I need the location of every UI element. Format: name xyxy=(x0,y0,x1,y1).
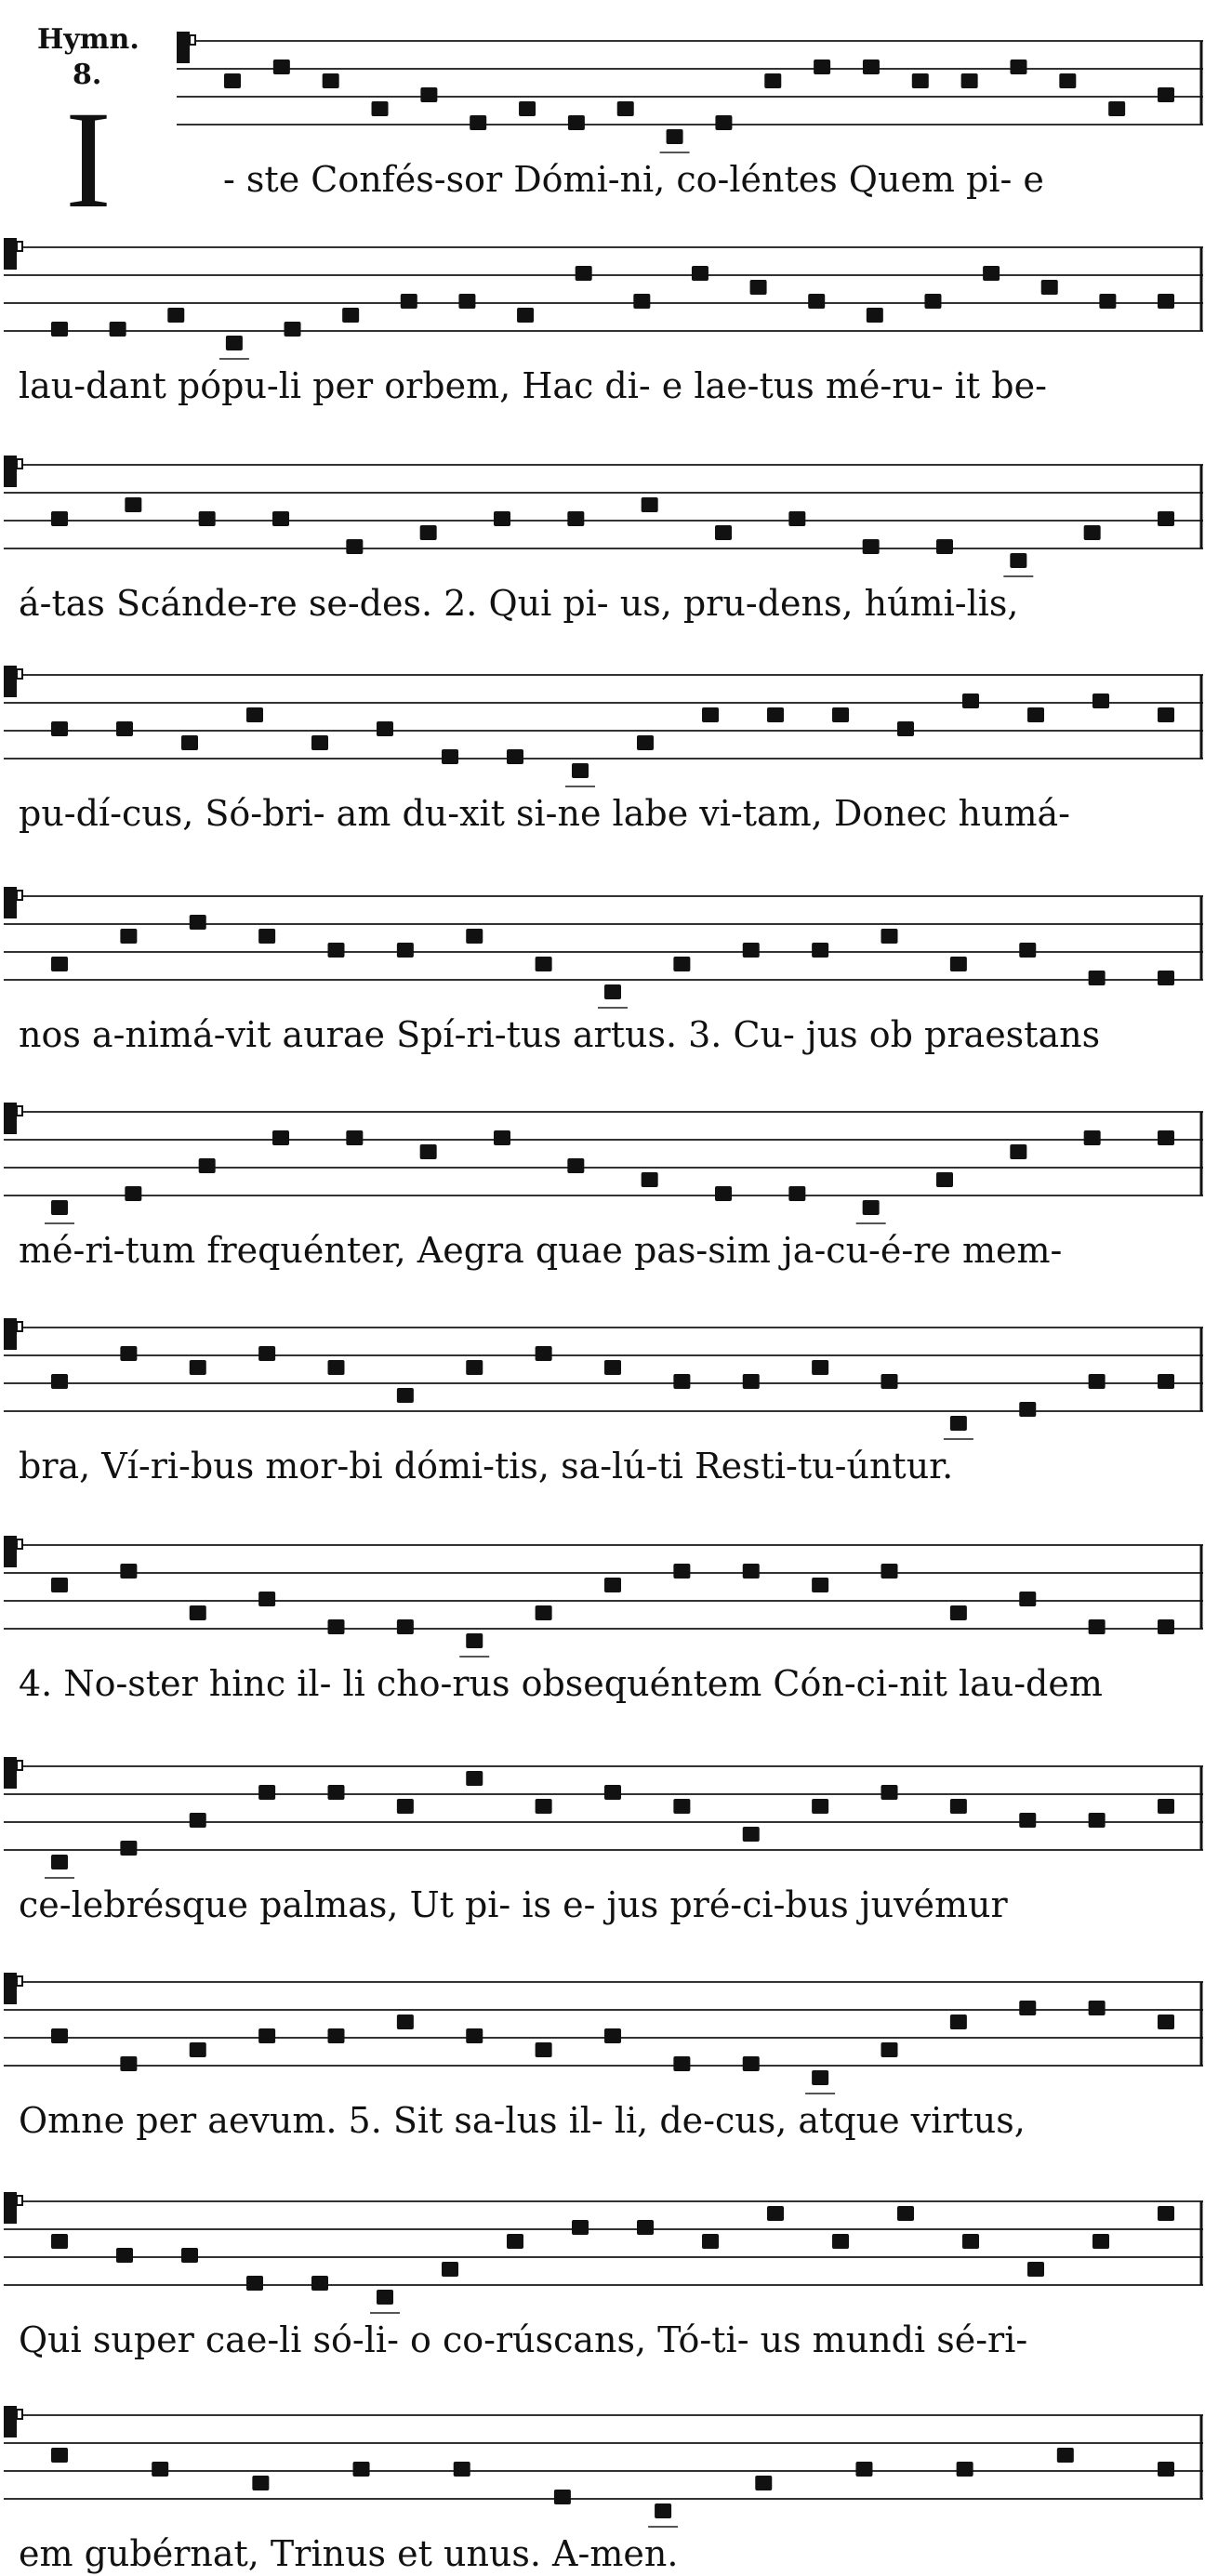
c-clef xyxy=(4,887,17,918)
neume-note xyxy=(252,2476,269,2490)
neume-note xyxy=(572,763,589,778)
neume-note xyxy=(328,943,345,958)
lyric-line: pu-dí-cus, Só-bri- am du-xit si-ne labe vi-tam, Donec humá- xyxy=(19,793,1070,834)
neume-note xyxy=(372,101,389,116)
neume-note xyxy=(642,497,658,512)
neume-note xyxy=(1089,1813,1106,1828)
neume-note xyxy=(51,721,68,736)
neume-note xyxy=(226,336,243,350)
neume-note xyxy=(950,1799,967,1814)
neume-note xyxy=(924,294,941,309)
neume-note xyxy=(51,2234,68,2249)
neume-note xyxy=(285,322,301,337)
neume-note xyxy=(258,929,275,944)
hymn-label: Hymn. xyxy=(37,23,139,56)
neume-note xyxy=(673,2056,690,2071)
neume-note xyxy=(517,308,534,323)
neume-note xyxy=(536,957,552,971)
neume-note xyxy=(1010,553,1026,568)
neume-note xyxy=(764,73,781,88)
neume-note xyxy=(881,1785,898,1800)
c-clef xyxy=(4,2192,17,2224)
neume-note xyxy=(637,2220,654,2235)
neume-note xyxy=(120,1346,137,1361)
neume-note xyxy=(702,2234,719,2249)
neume-note xyxy=(536,1605,552,1620)
neume-note xyxy=(51,1578,68,1592)
neume-note xyxy=(1158,1619,1174,1634)
lyric-line: ce-lebrésque palmas, Ut pi- is e- jus pré-ci-bus juvémur xyxy=(19,1884,1008,1925)
neume-note xyxy=(1019,2001,1036,2015)
neume-note xyxy=(1084,1130,1101,1145)
neume-note xyxy=(377,2290,393,2305)
neume-note xyxy=(897,721,914,736)
neume-note xyxy=(936,1172,953,1187)
lyric-line: lau-dant pópu-li per orbem, Hac di- e lae-tus mé-ru- it be- xyxy=(19,365,1047,406)
neume-note xyxy=(673,1564,690,1579)
neume-note xyxy=(311,735,328,750)
neume-note xyxy=(673,957,690,971)
neume-note xyxy=(1089,1374,1106,1389)
neume-note xyxy=(855,2462,872,2477)
neume-note xyxy=(715,525,732,540)
neume-note xyxy=(272,511,289,526)
neume-note xyxy=(125,1186,141,1201)
neume-note xyxy=(1158,2462,1174,2477)
lyric-line: bra, Ví-ri-bus mor-bi dómi-tis, sa-lú-ti Resti-tu-úntur. xyxy=(19,1446,954,1486)
neume-note xyxy=(454,2462,470,2477)
c-clef xyxy=(4,666,17,697)
neume-note xyxy=(637,735,654,750)
neume-note xyxy=(767,707,784,722)
neume-note xyxy=(1158,1374,1174,1389)
neume-note xyxy=(353,2462,370,2477)
neume-note xyxy=(673,1374,690,1389)
neume-note xyxy=(1027,2262,1044,2277)
neume-note xyxy=(1158,1799,1174,1814)
c-clef xyxy=(4,1318,17,1350)
neume-note xyxy=(466,2028,483,2043)
neume-note xyxy=(604,984,621,999)
neume-note xyxy=(1019,943,1036,958)
neume-note xyxy=(190,2042,206,2057)
neume-note xyxy=(51,2028,68,2043)
lyric-line: - ste Confés-sor Dómi-ni, co-léntes Quem pi- e xyxy=(223,159,1044,200)
neume-note xyxy=(258,1592,275,1606)
neume-note xyxy=(572,2220,589,2235)
neume-note xyxy=(120,1841,137,1856)
neume-note xyxy=(323,73,339,88)
initial-capital: I xyxy=(65,83,112,237)
neume-note xyxy=(420,1144,437,1159)
neume-note xyxy=(328,1360,345,1375)
neume-note xyxy=(808,294,825,309)
neume-note xyxy=(328,1785,345,1800)
neume-note xyxy=(397,1619,414,1634)
neume-note xyxy=(458,294,475,309)
neume-note xyxy=(152,2462,168,2477)
neume-note xyxy=(642,1172,658,1187)
neume-note xyxy=(567,1158,584,1173)
neume-note xyxy=(788,1186,805,1201)
neume-note xyxy=(983,266,1000,281)
neume-note xyxy=(167,308,184,323)
neume-note xyxy=(397,1388,414,1403)
neume-note xyxy=(1089,971,1106,985)
c-clef xyxy=(4,456,17,487)
neume-note xyxy=(1027,707,1044,722)
neume-note xyxy=(120,2056,137,2071)
neume-note xyxy=(912,73,929,88)
neume-note xyxy=(397,943,414,958)
neume-note xyxy=(199,1158,216,1173)
neume-note xyxy=(743,1374,760,1389)
neume-note xyxy=(812,1360,828,1375)
neume-note xyxy=(470,115,486,130)
neume-note xyxy=(120,1564,137,1579)
neume-note xyxy=(1099,294,1116,309)
neume-note xyxy=(702,707,719,722)
neume-note xyxy=(181,735,198,750)
neume-note xyxy=(536,1799,552,1814)
neume-note xyxy=(832,2234,849,2249)
c-clef xyxy=(177,32,190,63)
c-clef xyxy=(4,238,17,270)
neume-note xyxy=(258,1346,275,1361)
neume-note xyxy=(51,957,68,971)
neume-note xyxy=(494,511,510,526)
neume-note xyxy=(51,1374,68,1389)
neume-note xyxy=(1158,2206,1174,2221)
neume-note xyxy=(51,1855,68,1869)
neume-note xyxy=(950,1605,967,1620)
neume-note xyxy=(1158,707,1174,722)
neume-note xyxy=(1089,1619,1106,1634)
neume-note xyxy=(812,1799,828,1814)
neume-note xyxy=(466,929,483,944)
c-clef xyxy=(190,35,195,45)
neume-note xyxy=(1158,87,1174,102)
neume-note xyxy=(246,2276,263,2291)
c-clef xyxy=(17,1322,22,1331)
neume-note xyxy=(1084,525,1101,540)
neume-note xyxy=(466,1633,483,1648)
neume-note xyxy=(346,539,363,554)
neume-note xyxy=(568,115,585,130)
neume-note xyxy=(881,1564,898,1579)
neume-note xyxy=(190,1605,206,1620)
neume-note xyxy=(604,2028,621,2043)
neume-note xyxy=(743,2056,760,2071)
neume-note xyxy=(1092,2234,1109,2249)
neume-note xyxy=(190,1360,206,1375)
neume-note xyxy=(397,2015,414,2029)
neume-note xyxy=(328,1619,345,1634)
neume-note xyxy=(667,129,683,144)
c-clef xyxy=(17,1539,22,1549)
neume-note xyxy=(814,59,830,74)
neume-note xyxy=(950,957,967,971)
neume-note xyxy=(442,2262,458,2277)
neume-note xyxy=(604,1578,621,1592)
neume-note xyxy=(897,2206,914,2221)
lyric-line: Qui super cae-li só-li- o co-rúscans, Tó-ti- us mundi sé-ri- xyxy=(19,2319,1028,2360)
c-clef xyxy=(17,1761,22,1770)
neume-note xyxy=(1158,971,1174,985)
neume-note xyxy=(950,2015,967,2029)
neume-note xyxy=(715,1186,732,1201)
neume-note xyxy=(617,101,634,116)
c-clef xyxy=(4,2406,17,2437)
neume-note xyxy=(832,707,849,722)
neume-note xyxy=(125,497,141,512)
neume-note xyxy=(272,1130,289,1145)
neume-note xyxy=(1108,101,1125,116)
neume-note xyxy=(494,1130,510,1145)
neume-note xyxy=(401,294,417,309)
neume-note xyxy=(812,943,828,958)
neume-note xyxy=(1158,1130,1174,1145)
neume-note xyxy=(273,59,290,74)
neume-note xyxy=(1019,1592,1036,1606)
c-clef xyxy=(4,1757,17,1789)
neume-note xyxy=(1089,2001,1106,2015)
neume-note xyxy=(420,525,437,540)
neume-note xyxy=(1059,73,1076,88)
neume-note xyxy=(311,2276,328,2291)
neume-note xyxy=(950,1416,967,1431)
neume-note xyxy=(567,511,584,526)
neume-note xyxy=(507,749,523,764)
neume-note xyxy=(328,2028,345,2043)
c-clef xyxy=(17,1106,22,1116)
lyric-line: nos a-nimá-vit aurae Spí-ri-tus artus. 3. Cu- jus ob praestans xyxy=(19,1014,1101,1055)
neume-note xyxy=(576,266,592,281)
c-clef xyxy=(4,1973,17,2004)
neume-note xyxy=(812,2070,828,2085)
neume-note xyxy=(342,308,359,323)
neume-note xyxy=(110,322,126,337)
neume-note xyxy=(519,101,536,116)
c-clef xyxy=(17,669,22,679)
neume-note xyxy=(190,1813,206,1828)
neume-note xyxy=(1019,1402,1036,1417)
neume-note xyxy=(420,87,437,102)
neume-note xyxy=(181,2248,198,2263)
neume-note xyxy=(655,2503,671,2518)
neume-note xyxy=(190,915,206,930)
neume-note xyxy=(116,2248,133,2263)
neume-note xyxy=(863,1200,880,1215)
neume-note xyxy=(673,1799,690,1814)
c-clef xyxy=(17,242,22,251)
neume-note xyxy=(51,1200,68,1215)
c-clef xyxy=(4,1536,17,1567)
neume-note xyxy=(120,929,137,944)
neume-note xyxy=(743,1827,760,1842)
neume-note xyxy=(743,943,760,958)
neume-note xyxy=(51,322,68,337)
c-clef xyxy=(17,2196,22,2205)
neume-note xyxy=(246,707,263,722)
neume-note xyxy=(936,539,953,554)
neume-note xyxy=(881,929,898,944)
neume-note xyxy=(536,1346,552,1361)
neume-note xyxy=(743,1564,760,1579)
neume-note xyxy=(755,2476,772,2490)
neume-note xyxy=(957,2462,973,2477)
neume-note xyxy=(867,308,883,323)
neume-note xyxy=(715,115,732,130)
neume-note xyxy=(536,2042,552,2057)
neume-note xyxy=(692,266,708,281)
neume-note xyxy=(466,1771,483,1786)
neume-note xyxy=(199,511,216,526)
neume-note xyxy=(346,1130,363,1145)
c-clef xyxy=(17,459,22,469)
neume-note xyxy=(788,511,805,526)
c-clef xyxy=(17,2410,22,2419)
neume-note xyxy=(1158,294,1174,309)
neume-note xyxy=(633,294,650,309)
neume-note xyxy=(1010,1144,1026,1159)
neume-note xyxy=(750,280,767,295)
neume-note xyxy=(962,2234,979,2249)
neume-note xyxy=(554,2490,571,2504)
neume-note xyxy=(1010,59,1026,74)
neume-note xyxy=(377,721,393,736)
neume-note xyxy=(962,694,979,708)
mode-number: 8. xyxy=(73,59,102,91)
neume-note xyxy=(1158,2015,1174,2029)
c-clef xyxy=(4,1103,17,1134)
neume-note xyxy=(881,1374,898,1389)
neume-note xyxy=(1092,694,1109,708)
neume-note xyxy=(881,2042,898,2057)
neume-note xyxy=(1158,511,1174,526)
c-clef xyxy=(17,1976,22,1986)
neume-note xyxy=(258,2028,275,2043)
neume-note xyxy=(1019,1813,1036,1828)
c-clef xyxy=(17,891,22,900)
neume-note xyxy=(51,2448,68,2463)
neume-note xyxy=(961,73,978,88)
neume-note xyxy=(1057,2448,1074,2463)
neume-note xyxy=(51,511,68,526)
lyric-line: em gubérnat, Trinus et unus. A-men. xyxy=(19,2533,679,2574)
neume-note xyxy=(767,2206,784,2221)
lyric-line: mé-ri-tum frequénter, Aegra quae pas-sim ja-cu-é-re mem- xyxy=(19,1230,1063,1271)
lyric-line: Omne per aevum. 5. Sit sa-lus il- li, de-cus, atque virtus, xyxy=(19,2100,1026,2141)
neume-note xyxy=(466,1360,483,1375)
neume-note xyxy=(863,59,880,74)
neume-note xyxy=(507,2234,523,2249)
lyric-line: 4. No-ster hinc il- li cho-rus obsequéntem Cón-ci-nit lau-dem xyxy=(19,1663,1103,1704)
neume-note xyxy=(604,1785,621,1800)
neume-note xyxy=(604,1360,621,1375)
neume-note xyxy=(397,1799,414,1814)
neume-note xyxy=(1041,280,1058,295)
lyric-line: á-tas Scánde-re se-des. 2. Qui pi- us, pru-dens, húmi-lis, xyxy=(19,583,1019,624)
neume-note xyxy=(863,539,880,554)
neume-note xyxy=(116,721,133,736)
neume-note xyxy=(224,73,241,88)
neume-note xyxy=(812,1578,828,1592)
neume-note xyxy=(442,749,458,764)
neume-note xyxy=(258,1785,275,1800)
